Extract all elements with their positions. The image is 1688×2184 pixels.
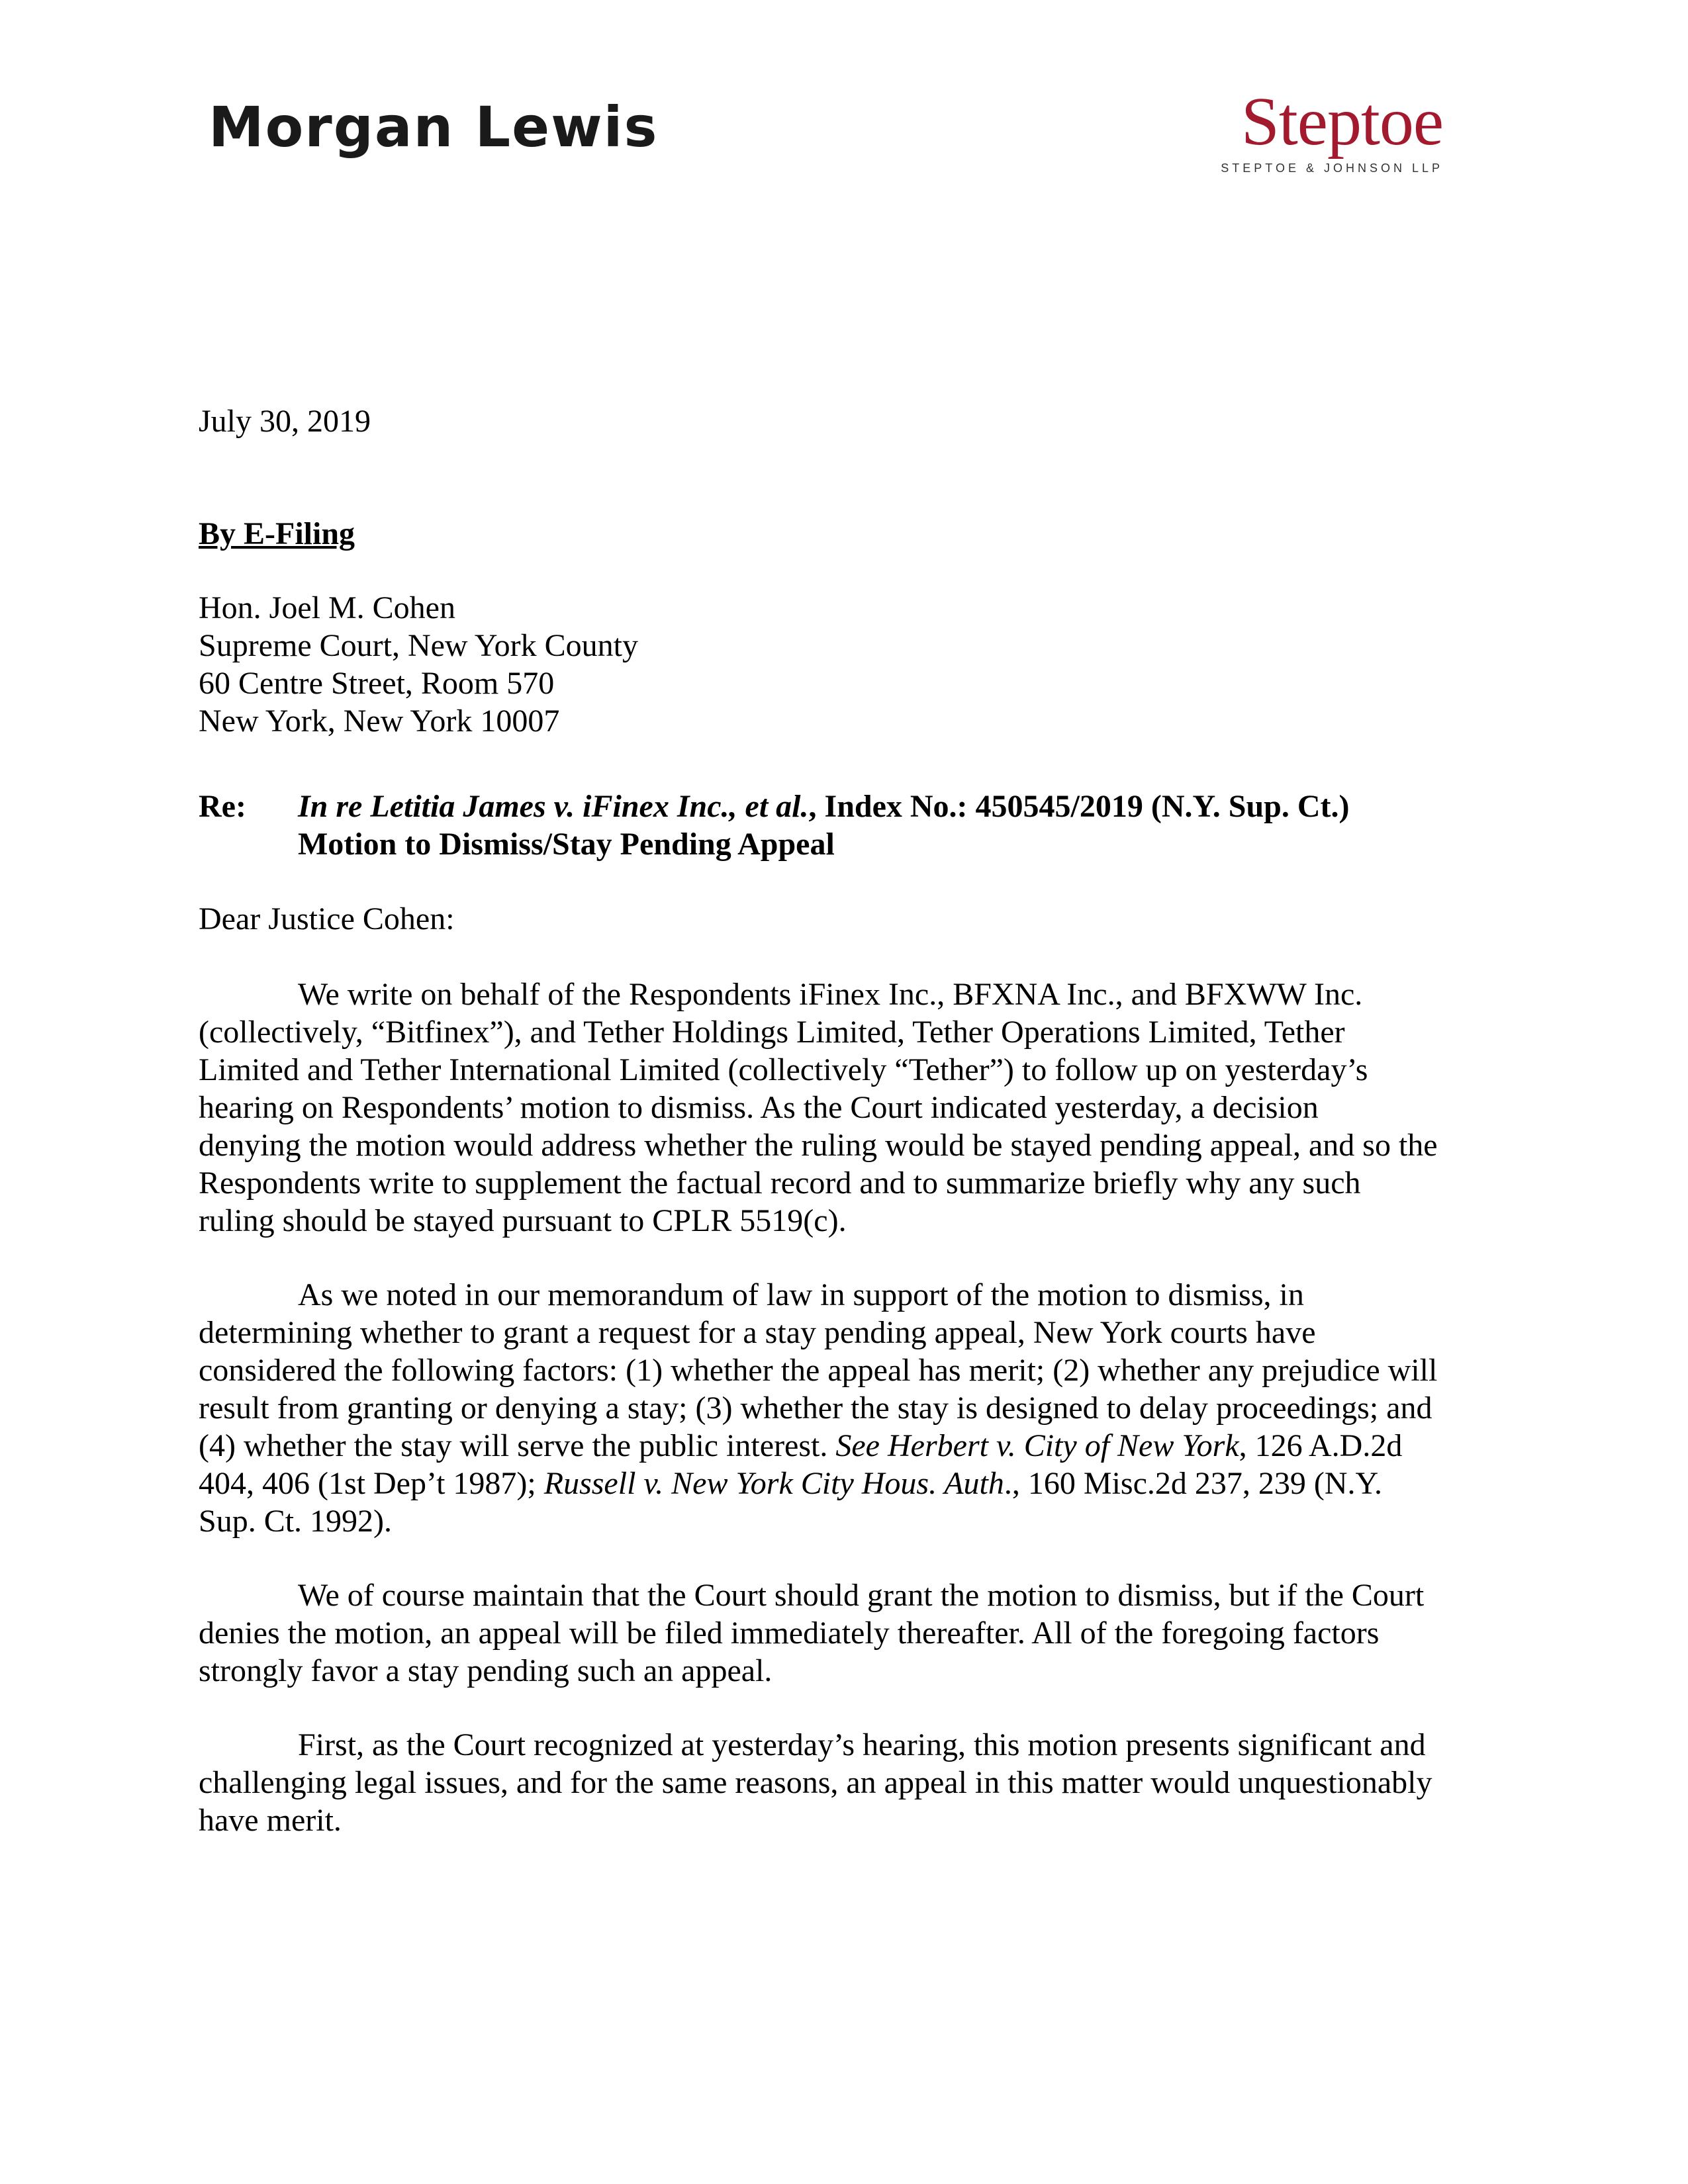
- paragraph-3: [199, 1576, 1496, 1690]
- letter-date: July 30, 2019: [199, 404, 371, 439]
- paragraph-1: [199, 976, 1496, 1240]
- paragraph-line: First, as the Court recognized at yesterday’s hearing, this motion presents significant and: [298, 1727, 1426, 1762]
- paragraph-line: considered the following factors: (1) whether the appeal has merit; (2) whether any prejudice will: [199, 1353, 1438, 1388]
- citation-text: , 126 A.D.2d: [1239, 1428, 1403, 1463]
- steptoe-logo-name: Steptoe: [1241, 83, 1443, 159]
- paragraph-line: result from granting or denying a stay; (3) whether the stay is designed to delay proceedings; and: [199, 1390, 1432, 1426]
- addressee-line: 60 Centre Street, Room 570: [199, 666, 555, 701]
- re-subject: Motion to Dismiss/Stay Pending Appeal: [298, 827, 835, 862]
- addressee-line: New York, New York 10007: [199, 704, 560, 739]
- paragraph-line: have merit.: [199, 1803, 342, 1838]
- paragraph-line: (collectively, “Bitfinex”), and Tether Holdings Limited, Tether Operations Limited, Tether: [199, 1015, 1345, 1050]
- re-case-line: [298, 788, 1350, 825]
- re-case-name: In re Letitia James v. iFinex Inc., et al.: [298, 789, 809, 824]
- paragraph-line: determining whether to grant a request for a stay pending appeal, New York courts have: [199, 1315, 1316, 1350]
- case-citation-russell: Russell v. New York City Hous. Auth: [543, 1466, 1004, 1501]
- addressee-line: Hon. Joel M. Cohen: [199, 590, 455, 625]
- paragraph-line: We write on behalf of the Respondents iFinex Inc., BFXNA Inc., and BFXWW Inc.: [298, 977, 1363, 1012]
- paragraph-line: denies the motion, an appeal will be filed immediately thereafter. All of the foregoing factors: [199, 1615, 1380, 1651]
- steptoe-logo: [1221, 83, 1443, 175]
- morgan-lewis-logo: Morgan Lewis: [209, 95, 659, 159]
- paragraph-line: [199, 1465, 1496, 1502]
- paragraph-line: Limited and Tether International Limited (collectively “Tether”) to follow up on yesterday’s: [199, 1052, 1368, 1087]
- paragraph-line: ruling should be stayed pursuant to CPLR 5519(c).: [199, 1203, 847, 1238]
- paragraph-line: Respondents write to supplement the factual record and to summarize briefly why any such: [199, 1165, 1361, 1201]
- citation-text: 404, 406 (1st Dep’t 1987);: [199, 1466, 544, 1501]
- paragraph-2: [199, 1276, 1496, 1540]
- paragraph-line: We of course maintain that the Court should grant the motion to dismiss, but if the Court: [298, 1578, 1425, 1613]
- citation-text: (4) whether the stay will serve the public interest.: [199, 1428, 836, 1463]
- paragraph-line: [199, 1427, 1496, 1465]
- paragraph-line: denying the motion would address whether the ruling would be stayed pending appeal, and so the: [199, 1128, 1438, 1163]
- paragraph-line: challenging legal issues, and for the same reasons, an appeal in this matter would unquestionably: [199, 1765, 1432, 1800]
- paragraph-line: strongly favor a stay pending such an appeal.: [199, 1653, 773, 1688]
- re-block: [298, 788, 1350, 863]
- paragraph-line: Sup. Ct. 1992).: [199, 1504, 393, 1539]
- paragraph-4: [199, 1726, 1496, 1839]
- paragraph-line: As we noted in our memorandum of law in support of the motion to dismiss, in: [298, 1277, 1304, 1312]
- steptoe-logo-subtitle: STEPTOE & JOHNSON LLP: [1221, 161, 1443, 175]
- addressee-line: Supreme Court, New York County: [199, 628, 639, 663]
- addressee-block: [199, 589, 638, 740]
- case-citation-herbert: See Herbert v. City of New York: [835, 1428, 1239, 1463]
- citation-text: ., 160 Misc.2d 237, 239 (N.Y.: [1004, 1466, 1383, 1501]
- re-index-number: , Index No.: 450545/2019 (N.Y. Sup. Ct.): [808, 789, 1350, 824]
- re-label: Re:: [199, 789, 246, 824]
- paragraph-line: hearing on Respondents’ motion to dismiss. As the Court indicated yesterday, a decision: [199, 1090, 1319, 1125]
- delivery-method: By E-Filing: [199, 516, 355, 551]
- salutation: Dear Justice Cohen:: [199, 901, 455, 936]
